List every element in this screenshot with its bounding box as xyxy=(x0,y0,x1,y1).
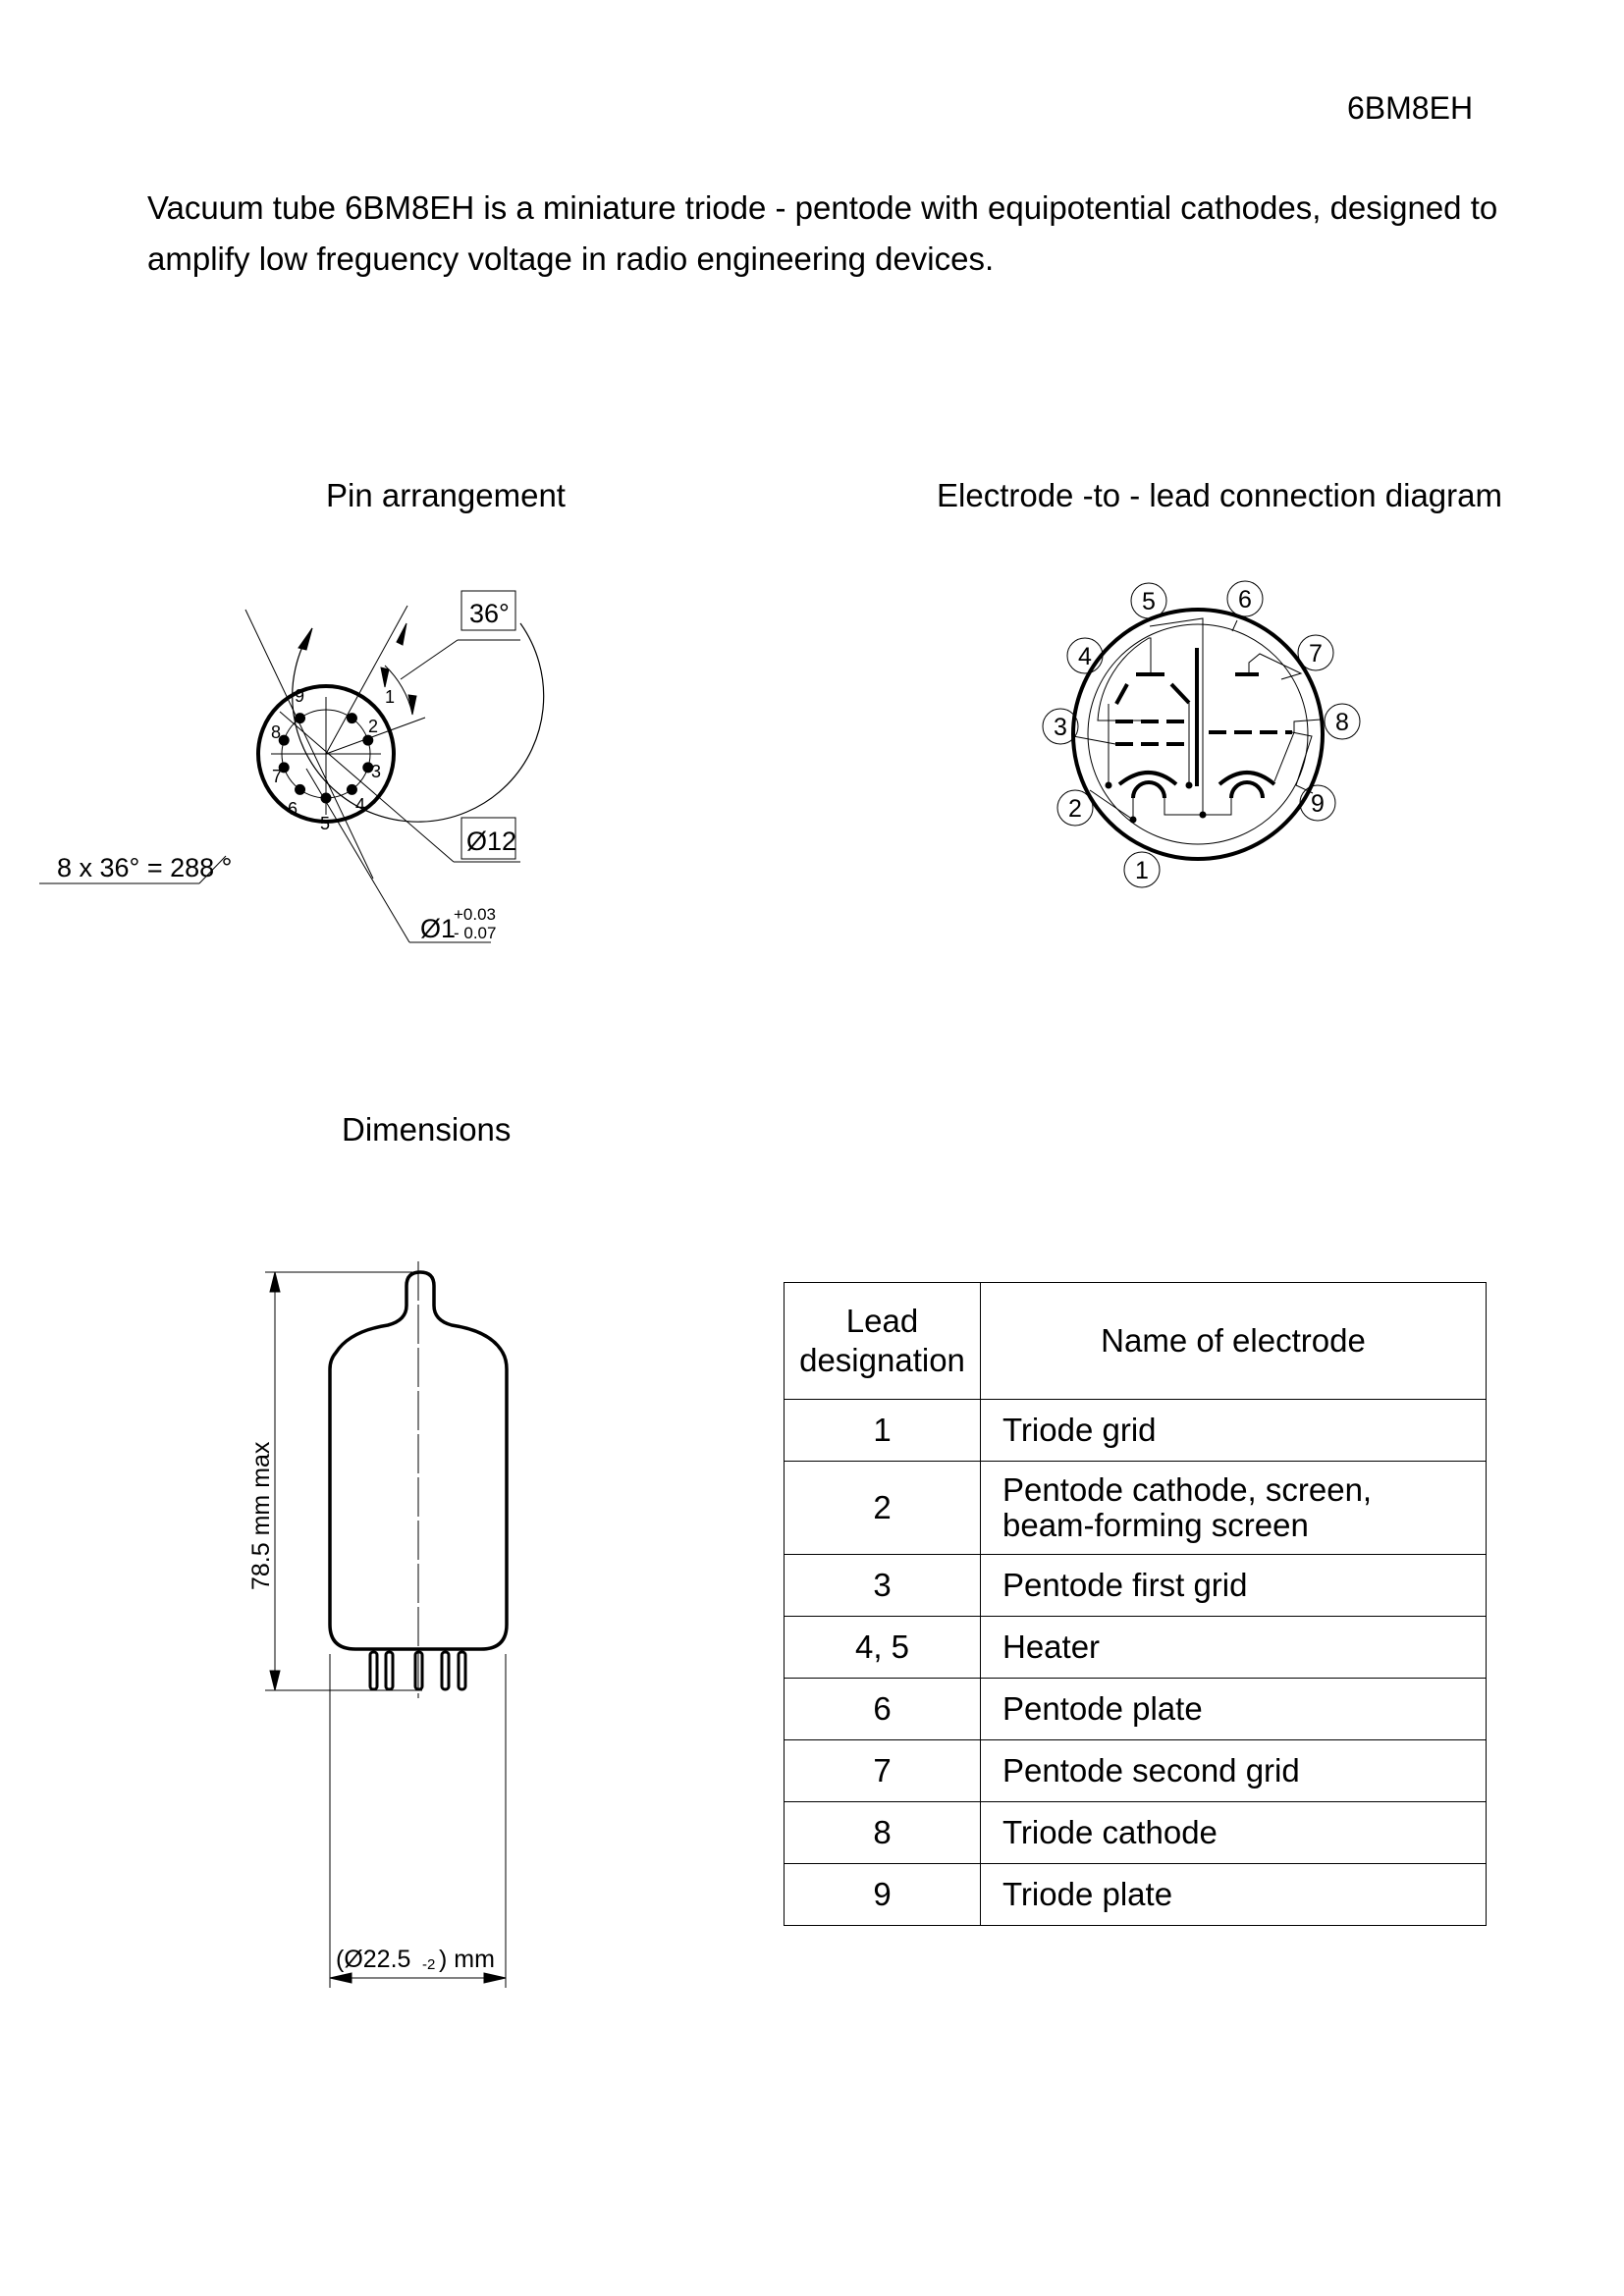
table-row xyxy=(785,1617,1487,1679)
lead-label: 2 xyxy=(1068,795,1082,823)
header-lead-designation xyxy=(785,1283,981,1400)
table-row xyxy=(785,1740,1487,1802)
header-lead-line1: Lead xyxy=(845,1303,919,1339)
lead-label: 3 xyxy=(1054,714,1067,741)
lead-label: 8 xyxy=(1335,709,1349,736)
pin-dot xyxy=(321,793,331,803)
name-cell xyxy=(981,1462,1487,1555)
pin-arrangement-diagram xyxy=(39,591,544,942)
lead-cell: 9 xyxy=(785,1864,981,1926)
lead-cell: 3 xyxy=(785,1555,981,1617)
table-row xyxy=(785,1864,1487,1926)
header-lead-line2: designation xyxy=(799,1342,965,1378)
name-line1: Pentode cathode, screen, xyxy=(1002,1471,1373,1508)
diameter-unit: ) mm xyxy=(439,1946,495,1973)
name-cell: Pentode second grid xyxy=(981,1740,1487,1802)
lead-cell: 2 xyxy=(785,1462,981,1555)
table-row xyxy=(785,1400,1487,1462)
pin-label: 7 xyxy=(272,767,283,786)
pin-label: 9 xyxy=(295,686,305,706)
table-row xyxy=(785,1802,1487,1864)
pin-dot xyxy=(347,784,356,794)
lead-label: 9 xyxy=(1311,790,1325,818)
pin-diameter-label: Ø1 xyxy=(420,914,457,943)
lead-cell: 8 xyxy=(785,1802,981,1864)
intro-paragraph: Vacuum tube 6BM8EH is a miniature triode - pentode with equipotential cathodes, designed to amplify low freguency voltage in radio engineering devices. xyxy=(147,189,1498,277)
lead-cell: 1 xyxy=(785,1400,981,1462)
name-cell: Triode grid xyxy=(981,1400,1487,1462)
pin-label: 8 xyxy=(271,722,282,742)
lead-label: 4 xyxy=(1078,643,1092,670)
total-angle-arc xyxy=(293,623,544,822)
pin-label: 5 xyxy=(320,814,331,833)
name-cell: Heater xyxy=(981,1617,1487,1679)
table-header xyxy=(785,1283,1487,1400)
pin-label: 4 xyxy=(355,795,366,815)
diameter-dimension-label: (Ø22.5 xyxy=(336,1946,411,1973)
lead-cell: 4, 5 xyxy=(785,1617,981,1679)
pin-label: 3 xyxy=(371,762,382,781)
pin-dot xyxy=(363,735,373,745)
name-cell: Pentode plate xyxy=(981,1679,1487,1740)
name-cell: Triode cathode xyxy=(981,1802,1487,1864)
height-dimension-label: 78.5 mm max xyxy=(247,1441,275,1590)
table-row xyxy=(785,1462,1487,1555)
connection-diagram xyxy=(1043,581,1360,887)
lead-label: 6 xyxy=(1238,586,1252,614)
pin-label: 1 xyxy=(385,687,396,707)
pin-dot xyxy=(296,714,305,723)
tube-outline xyxy=(265,1261,507,1988)
pin-tolerance-minus: - 0.07 xyxy=(454,924,497,942)
table-row xyxy=(785,1555,1487,1617)
lead-label: 1 xyxy=(1135,857,1149,884)
name-line2: beam-forming screen xyxy=(1002,1507,1309,1543)
lead-cell: 6 xyxy=(785,1679,981,1740)
pin-tolerance-plus: +0.03 xyxy=(454,905,497,924)
table-row xyxy=(785,1679,1487,1740)
pin-dot xyxy=(347,714,356,723)
connection-diagram-title: Electrode -to - lead connection diagram xyxy=(937,477,1502,513)
lead-label: 7 xyxy=(1309,640,1323,667)
total-angle-label: 8 x 36° = 288 ° xyxy=(57,853,233,882)
document-id: 6BM8EH xyxy=(1347,90,1474,126)
diameter-tolerance: -2 xyxy=(422,1956,436,1973)
diameter-label: Ø12 xyxy=(466,827,517,856)
electrode-table xyxy=(784,1282,1487,1926)
pin-label: 2 xyxy=(368,717,379,736)
lead-cell: 7 xyxy=(785,1740,981,1802)
dimensions-title: Dimensions xyxy=(342,1111,512,1148)
pin-arrangement-title: Pin arrangement xyxy=(326,477,566,513)
pin-dot xyxy=(296,784,305,794)
angle-label: 36° xyxy=(469,599,510,628)
name-cell: Pentode first grid xyxy=(981,1555,1487,1617)
pin-label: 6 xyxy=(288,799,298,819)
lead-label: 5 xyxy=(1142,588,1156,615)
name-cell: Triode plate xyxy=(981,1864,1487,1926)
header-electrode-name: Name of electrode xyxy=(981,1283,1487,1400)
